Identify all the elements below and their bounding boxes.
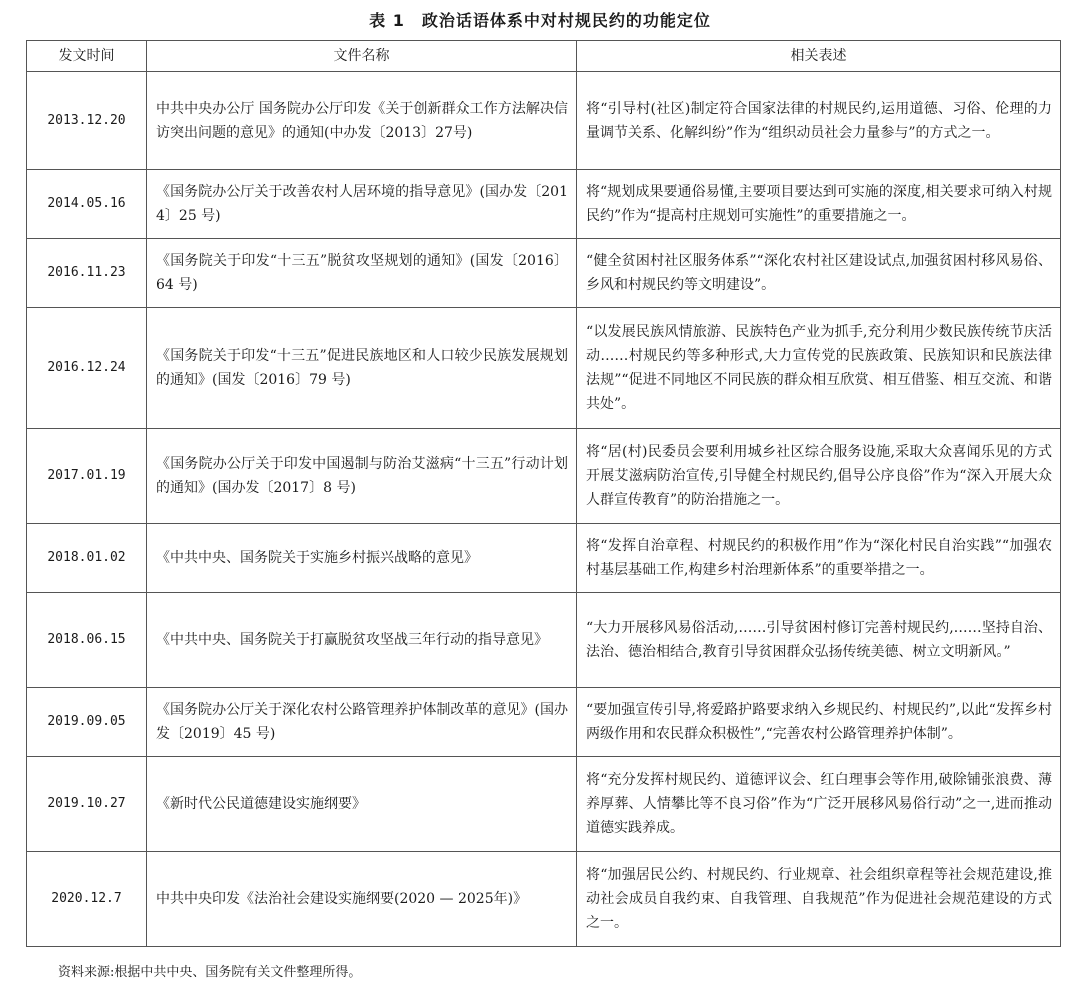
cell-description: 将“发挥自治章程、村规民约的积极作用”作为“深化村民自治实践”“加强农村基层基础工作,构建乡村治理新体系”的重要举措之一。 [577, 524, 1061, 593]
table-row [27, 429, 1061, 524]
cell-document-name: 《国务院办公厅关于深化农村公路管理养护体制改革的意见》(国办发〔2019〕45 号) [147, 688, 577, 757]
cell-document-name: 《新时代公民道德建设实施纲要》 [147, 757, 577, 852]
cell-document-name: 《中共中央、国务院关于实施乡村振兴战略的意见》 [147, 524, 577, 593]
cell-document-name: 《中共中央、国务院关于打赢脱贫攻坚战三年行动的指导意见》 [147, 593, 577, 688]
table-row [27, 852, 1061, 947]
cell-description: 将“规划成果要通俗易懂,主要项目要达到可实施的深度,相关要求可纳入村规民约”作为“提高村庄规划可实施性”的重要措施之一。 [577, 170, 1061, 239]
cell-date: 2017.01.19 [27, 429, 147, 524]
cell-description: 将“引导村(社区)制定符合国家法律的村规民约,运用道德、习俗、伦理的力量调节关系、化解纠纷”作为“组织动员社会力量参与”的方式之一。 [577, 72, 1061, 170]
table-row [27, 688, 1061, 757]
cell-description: 将“加强居民公约、村规民约、行业规章、社会组织章程等社会规范建设,推动社会成员自我约束、自我管理、自我规范”作为促进社会规范建设的方式之一。 [577, 852, 1061, 947]
source-note: 资料来源:根据中共中央、国务院有关文件整理所得。 [58, 965, 362, 980]
cell-description: “大力开展移风易俗活动,……引导贫困村修订完善村规民约,……坚持自治、法治、德治相结合,教育引导贫困群众弘扬传统美德、树立文明新风。” [577, 593, 1061, 688]
cell-date: 2019.10.27 [27, 757, 147, 852]
cell-document-name: 中共中央印发《法治社会建设实施纲要(2020 — 2025年)》 [147, 852, 577, 947]
cell-date: 2020.12.7 [27, 852, 147, 947]
table-row [27, 593, 1061, 688]
table-row [27, 308, 1061, 429]
cell-description: 将“居(村)民委员会要利用城乡社区综合服务设施,采取大众喜闻乐见的方式开展艾滋病防治宣传,引导健全村规民约,倡导公序良俗”作为“深入开展大众人群宣传教育”的防治措施之一。 [577, 429, 1061, 524]
header-row [27, 41, 1061, 72]
cell-date: 2019.09.05 [27, 688, 147, 757]
cell-document-name: 中共中央办公厅 国务院办公厅印发《关于创新群众工作方法解决信访突出问题的意见》的通知(中办发〔2013〕27号) [147, 72, 577, 170]
cell-document-name: 《国务院办公厅关于改善农村人居环境的指导意见》(国办发〔2014〕25 号) [147, 170, 577, 239]
table-row [27, 524, 1061, 593]
cell-date: 2013.12.20 [27, 72, 147, 170]
policy-table [26, 40, 1061, 947]
header-desc: 相关表述 [577, 41, 1061, 72]
table-row [27, 757, 1061, 852]
table-row [27, 72, 1061, 170]
table-title: 表 1 政治话语体系中对村规民约的功能定位 [369, 11, 711, 30]
cell-description: “要加强宣传引导,将爱路护路要求纳入乡规民约、村规民约”,以此“发挥乡村两级作用和农民群众积极性”,“完善农村公路管理养护体制”。 [577, 688, 1061, 757]
header-name: 文件名称 [147, 41, 577, 72]
table-row [27, 170, 1061, 239]
cell-document-name: 《国务院关于印发“十三五”脱贫攻坚规划的通知》(国发〔2016〕64 号) [147, 239, 577, 308]
cell-description: “以发展民族风情旅游、民族特色产业为抓手,充分利用少数民族传统节庆活动……村规民约等多种形式,大力宣传党的民族政策、民族知识和民族法律法规”“促进不同地区不同民族的群众相互欣赏、相互借鉴、相互交流、和谐共处”。 [577, 308, 1061, 429]
cell-date: 2016.11.23 [27, 239, 147, 308]
cell-document-name: 《国务院关于印发“十三五”促进民族地区和人口较少民族发展规划的通知》(国发〔2016〕79 号) [147, 308, 577, 429]
cell-document-name: 《国务院办公厅关于印发中国遏制与防治艾滋病“十三五”行动计划的通知》(国办发〔2017〕8 号) [147, 429, 577, 524]
cell-date: 2018.01.02 [27, 524, 147, 593]
cell-date: 2016.12.24 [27, 308, 147, 429]
cell-description: “健全贫困村社区服务体系”“深化农村社区建设试点,加强贫困村移风易俗、乡风和村规民约等文明建设”。 [577, 239, 1061, 308]
cell-description: 将“充分发挥村规民约、道德评议会、红白理事会等作用,破除铺张浪费、薄养厚葬、人情攀比等不良习俗”作为“广泛开展移风易俗行动”之一,进而推动道德实践养成。 [577, 757, 1061, 852]
header-date: 发文时间 [27, 41, 147, 72]
table-row [27, 239, 1061, 308]
cell-date: 2014.05.16 [27, 170, 147, 239]
cell-date: 2018.06.15 [27, 593, 147, 688]
